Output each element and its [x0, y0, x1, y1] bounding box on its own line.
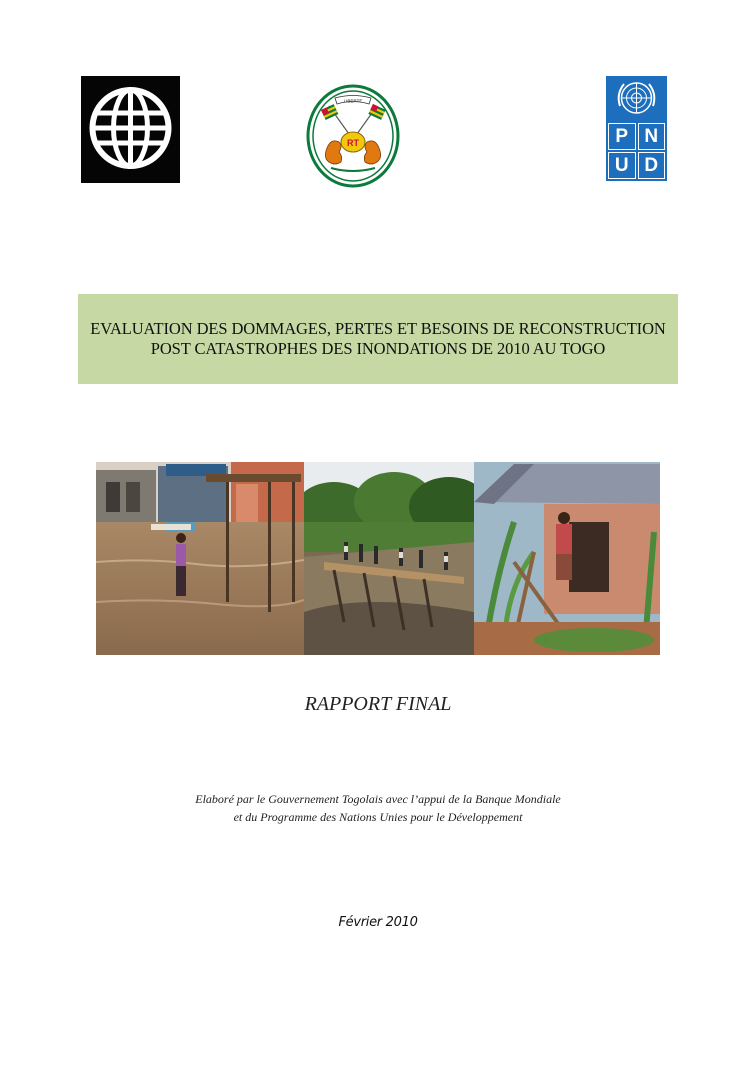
undp-letter: D [638, 152, 666, 179]
un-emblem-icon [606, 76, 667, 121]
title-line-1: EVALUATION DES DOMMAGES, PERTES ET BESOINS DE RECONSTRUCTION [90, 319, 666, 338]
collapsed-bridge-photo [304, 462, 474, 655]
undp-letter: P [608, 123, 636, 150]
report-title: RAPPORT FINAL [304, 693, 452, 715]
togo-coat-of-arms-icon [305, 84, 401, 188]
subtitle-line-2: et du Programme des Nations Unies pour le Développement [233, 810, 523, 824]
undp-letters [606, 121, 667, 181]
togo-monogram: RT [347, 138, 359, 148]
report-title-box [78, 294, 678, 384]
flooded-street-photo [96, 462, 304, 655]
undp-logo [606, 76, 667, 181]
undp-letter: N [638, 123, 666, 150]
photo-strip [96, 462, 660, 655]
undp-letter: U [608, 152, 636, 179]
togo-motto: LIBERTE [343, 98, 363, 104]
report-date: Février 2010 [338, 915, 418, 930]
togo-coat-of-arms [305, 84, 401, 188]
damaged-house-photo [474, 462, 660, 655]
title-line-2: POST CATASTROPHES DES INONDATIONS DE 2010 AU TOGO [150, 339, 606, 358]
world-bank-logo [81, 76, 180, 183]
world-bank-globe-icon [81, 76, 180, 183]
subtitle-line-1: Elaboré par le Gouvernement Togolais avec l’appui de la Banque Mondiale [195, 792, 561, 806]
